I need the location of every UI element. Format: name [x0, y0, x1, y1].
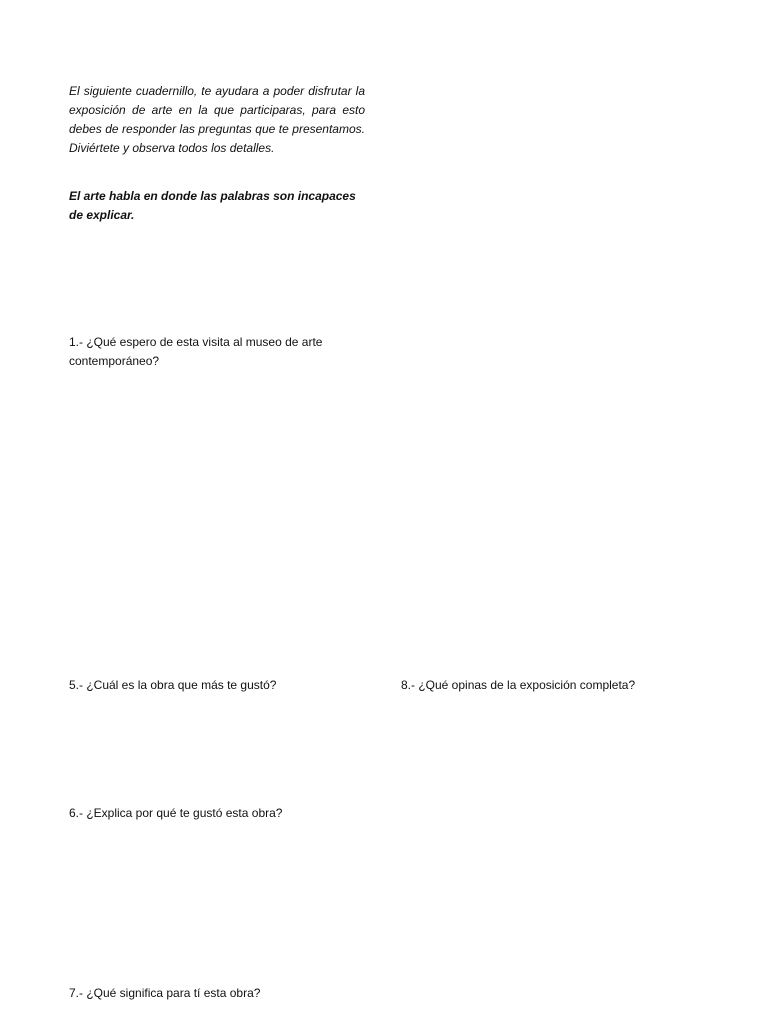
- intro-paragraph: El siguiente cuadernillo, te ayudara a poder disfrutar la exposición de arte en la que participaras, para esto debes de responder las preguntas que te presentamos. Diviértete y observa todos los detalles.: [69, 84, 365, 155]
- question-7: 7.- ¿Qué significa para tí esta obra?: [69, 986, 261, 1000]
- question-8: 8.- ¿Qué opinas de la exposición completa?: [401, 678, 636, 692]
- question-5: 5.- ¿Cuál es la obra que más te gustó?: [69, 678, 277, 692]
- question-1: 1.- ¿Qué espero de esta visita al museo de arte contemporáneo?: [69, 335, 323, 368]
- question-6: 6.- ¿Explica por qué te gustó esta obra?: [69, 806, 283, 820]
- intro-quote: El arte habla en donde las palabras son incapaces de explicar.: [69, 189, 356, 222]
